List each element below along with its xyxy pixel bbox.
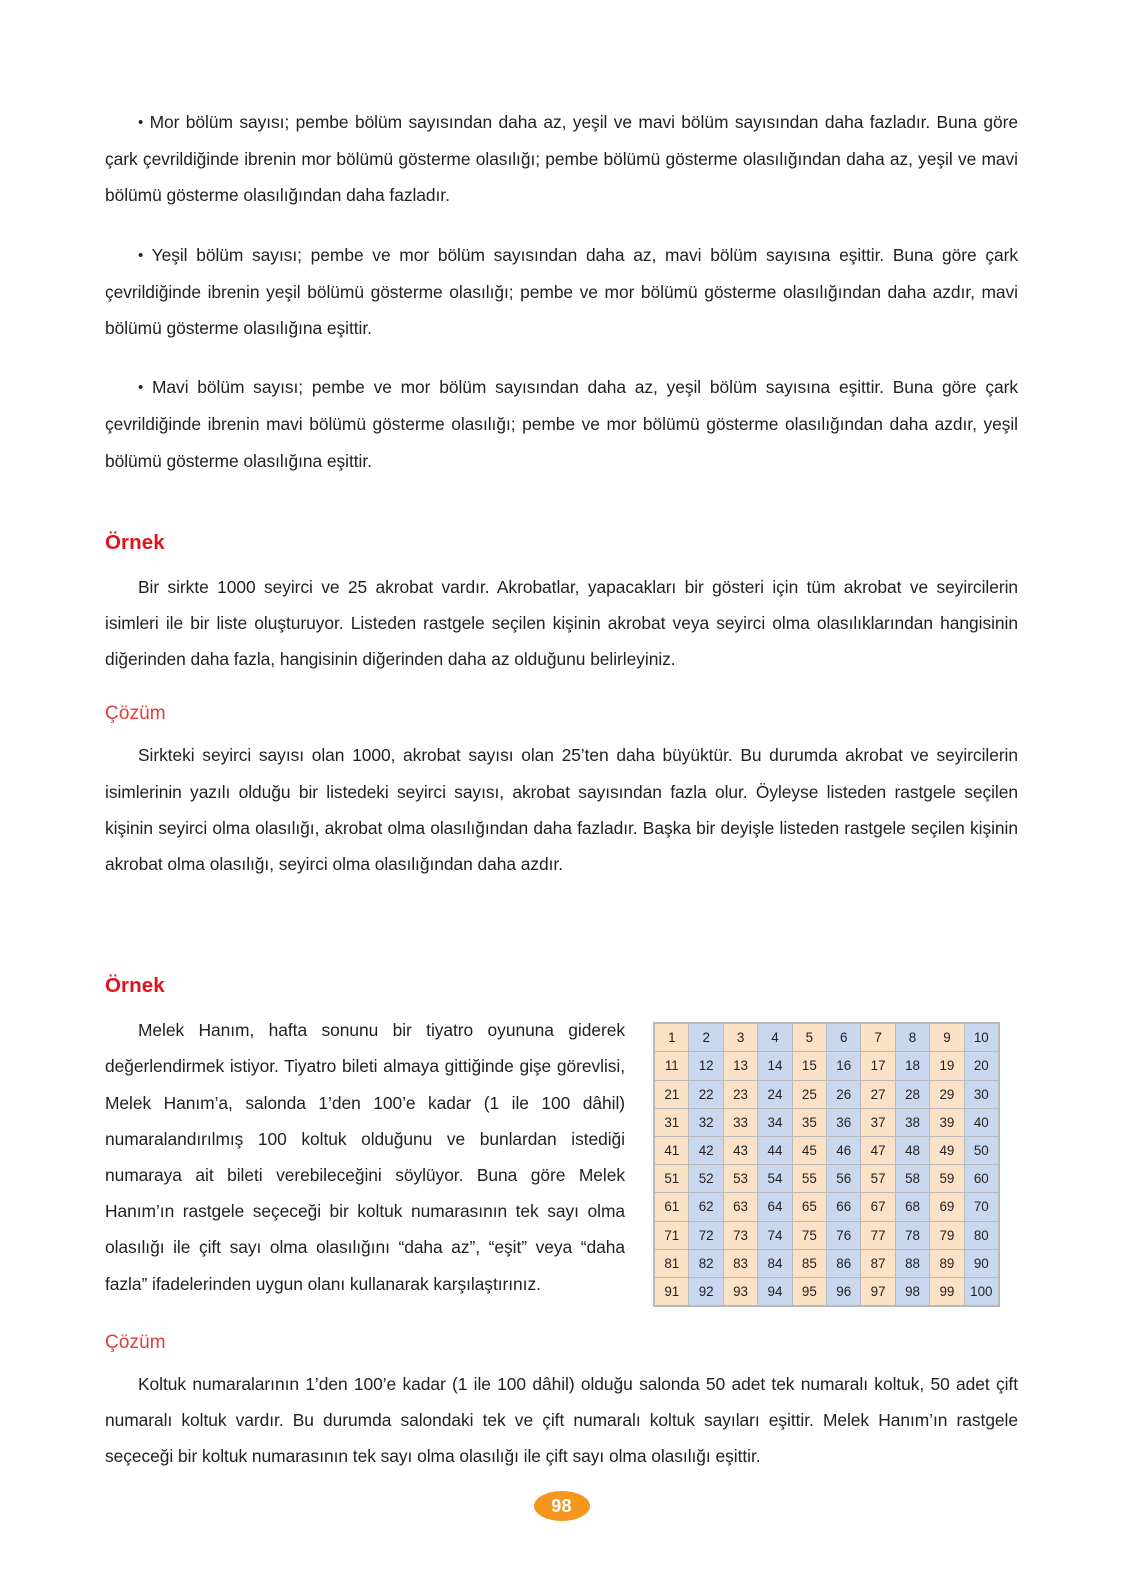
seat-number-cell: 2 <box>689 1024 722 1051</box>
seat-number-cell: 79 <box>930 1222 963 1249</box>
seat-number-cell: 7 <box>861 1024 894 1051</box>
bullet-paragraph-3 <box>105 369 1018 479</box>
seat-number-cell: 55 <box>793 1165 826 1192</box>
example-heading-2: Örnek <box>105 974 165 998</box>
seat-number-cell: 73 <box>724 1222 757 1249</box>
seat-number-cell: 64 <box>758 1193 791 1220</box>
table-row <box>655 1109 998 1136</box>
seat-number-cell: 72 <box>689 1222 722 1249</box>
page-content <box>105 104 1018 1474</box>
seat-number-cell: 66 <box>827 1193 860 1220</box>
seat-number-cell: 25 <box>793 1081 826 1108</box>
table-row <box>655 1222 998 1249</box>
example-solution-2: Koltuk numaralarının 1’den 100’e kadar (1 ile 100 dâhil) olduğu salonda 50 adet tek numaralı koltuk, 50 adet çift numaralı koltuk vardır. Bu durumda salondaki tek ve çift numaralı koltuk sayıları eşittir. Melek Hanım’ın rastgele seçeceği bir koltuk numarasının tek sayı olma olasılığı ile çift sayı olma olasılığı eşittir. <box>105 1373 1018 1467</box>
seat-number-cell: 44 <box>758 1137 791 1164</box>
table-row <box>655 1278 998 1305</box>
solution-heading-1: Çözüm <box>105 703 166 725</box>
bullet-marker-icon: • <box>138 114 144 131</box>
paragraph-gap <box>105 214 1018 237</box>
seat-number-cell: 50 <box>965 1137 998 1164</box>
seat-number-cell: 1 <box>655 1024 688 1051</box>
section-gap <box>105 677 1018 703</box>
solution-heading-2: Çözüm <box>105 1331 166 1353</box>
heading-gap <box>105 998 1018 1012</box>
heading-gap <box>105 1354 1018 1366</box>
example2-text-column <box>105 1012 625 1302</box>
table-row <box>655 1081 998 1108</box>
example2-body <box>105 1012 1018 1302</box>
seat-number-cell: 100 <box>965 1278 998 1305</box>
seat-number-cell: 49 <box>930 1137 963 1164</box>
seat-number-cell: 87 <box>861 1250 894 1277</box>
seat-number-cell: 93 <box>724 1278 757 1305</box>
seat-number-cell: 68 <box>896 1193 929 1220</box>
seat-number-cell: 48 <box>896 1137 929 1164</box>
seat-number-cell: 91 <box>655 1278 688 1305</box>
seat-number-cell: 35 <box>793 1109 826 1136</box>
seat-number-cell: 69 <box>930 1193 963 1220</box>
seat-number-cell: 6 <box>827 1024 860 1051</box>
seat-number-cell: 10 <box>965 1024 998 1051</box>
seat-number-cell: 40 <box>965 1109 998 1136</box>
paragraph-gap <box>105 346 1018 369</box>
table-row <box>655 1250 998 1277</box>
seat-number-cell: 21 <box>655 1081 688 1108</box>
example-heading-1: Örnek <box>105 530 165 554</box>
seat-number-cell: 34 <box>758 1109 791 1136</box>
bullet-paragraph-2 <box>105 237 1018 347</box>
seat-number-cell: 20 <box>965 1052 998 1079</box>
numbers-table-container <box>653 1022 1000 1307</box>
example-question-1: Bir sirkte 1000 seyirci ve 25 akrobat vardır. Akrobatlar, yapacakları bir gösteri için tüm akrobat ve seyircilerin isimleri ile bir liste oluşturuyor. Listeden rastgele seçilen kişinin akrobat veya seyirci olma olasılıklarından hangisinin diğerinden daha fazla, hangisinin diğerinden daha az olduğunu belirleyiniz. <box>105 576 1018 670</box>
seat-number-cell: 94 <box>758 1278 791 1305</box>
seat-number-cell: 67 <box>861 1193 894 1220</box>
seat-number-cell: 26 <box>827 1081 860 1108</box>
seat-number-cell: 97 <box>861 1278 894 1305</box>
seat-number-cell: 12 <box>689 1052 722 1079</box>
seat-number-cell: 11 <box>655 1052 688 1079</box>
page-number-badge: 98 <box>534 1491 590 1521</box>
seat-number-cell: 57 <box>861 1165 894 1192</box>
seat-number-cell: 71 <box>655 1222 688 1249</box>
seat-number-cell: 30 <box>965 1081 998 1108</box>
table-row <box>655 1024 998 1051</box>
seat-number-cell: 76 <box>827 1222 860 1249</box>
table-row <box>655 1165 998 1192</box>
seat-number-cell: 38 <box>896 1109 929 1136</box>
bullet-paragraph-1 <box>105 104 1018 214</box>
seat-number-cell: 8 <box>896 1024 929 1051</box>
seat-number-cell: 86 <box>827 1250 860 1277</box>
bullet-marker-icon: • <box>138 246 144 264</box>
seat-number-cell: 61 <box>655 1193 688 1220</box>
seat-number-cell: 31 <box>655 1109 688 1136</box>
bullet-text-1: Mor bölüm sayısı; pembe bölüm sayısından daha az, yeşil ve mavi bölüm sayısından daha fazladır. Buna göre çark çevrildiğinde ibrenin mor bölümü gösterme olasılığı; pembe bölümü gösterme olasılığından daha az, yeşil ve mavi bölümü gösterme olasılığından daha fazladır. <box>105 112 1018 206</box>
seat-number-cell: 46 <box>827 1137 860 1164</box>
seat-number-cell: 85 <box>793 1250 826 1277</box>
seat-number-cell: 18 <box>896 1052 929 1079</box>
bullet-marker-icon: • <box>138 379 144 397</box>
seat-number-cell: 88 <box>896 1250 929 1277</box>
seat-number-cell: 16 <box>827 1052 860 1079</box>
table-row <box>655 1137 998 1164</box>
seat-number-cell: 14 <box>758 1052 791 1079</box>
seat-number-cell: 81 <box>655 1250 688 1277</box>
example-question-2: Melek Hanım, hafta sonunu bir tiyatro oyununa giderek değerlendirmek istiyor. Tiyatro bileti almaya gittiğinde gişe görevlisi, Melek Hanım’a, salonda 1’den 100’e kadar (1 ile 100 dâhil) numaralandırılmış 100 koltuk olduğunu ve bunlardan istediği numaraya ait bileti verebileceğini söylüyor. Buna göre Melek Hanım’ın rastgele seçeceği bir koltuk numarasının tek sayı olma olasılığı ile çift sayı olma olasılığını “daha az”, “eşit” veya “daha fazla” ifadelerinden uygun olanı kullanarak karşılaştırınız. <box>105 1020 625 1294</box>
seat-number-cell: 52 <box>689 1165 722 1192</box>
seat-number-cell: 95 <box>793 1278 826 1305</box>
seat-number-cell: 24 <box>758 1081 791 1108</box>
seat-number-cell: 62 <box>689 1193 722 1220</box>
heading-gap <box>105 555 1018 569</box>
seat-number-cell: 4 <box>758 1024 791 1051</box>
example-solution-1: Sirkteki seyirci sayısı olan 1000, akrobat sayısı olan 25’ten daha büyüktür. Bu durumda akrobat ve seyircilerin isimlerinin yazılı olduğu bir listedeki seyirci sayısı, akrobat sayısından fazla olur. Öyleyse listeden rastgele seçilen kişinin seyirci olma olasılığı, akrobat olma olasılığından daha fazladır. Başka bir deyişle listeden rastgele seçilen kişinin akrobat olma olasılığı, seyirci olma olasılığından daha azdır. <box>105 745 1018 875</box>
bullet-text-3: Mavi bölüm sayısı; pembe ve mor bölüm sayısından daha az, yeşil bölüm sayısına eşittir. Buna göre çark çevrildiğinde ibrenin mavi bölümü gösterme olasılığı; pembe ve mor bölümü gösterme olasılığından daha azdır, yeşil bölümü gösterme olasılığına eşittir. <box>105 377 1018 471</box>
seat-number-cell: 77 <box>861 1222 894 1249</box>
seat-number-cell: 84 <box>758 1250 791 1277</box>
section-gap <box>105 882 1018 974</box>
seat-number-cell: 47 <box>861 1137 894 1164</box>
seat-number-cell: 23 <box>724 1081 757 1108</box>
seat-number-cell: 9 <box>930 1024 963 1051</box>
seat-number-cell: 3 <box>724 1024 757 1051</box>
seat-number-cell: 39 <box>930 1109 963 1136</box>
seat-number-cell: 54 <box>758 1165 791 1192</box>
seat-number-cell: 70 <box>965 1193 998 1220</box>
seat-number-cell: 96 <box>827 1278 860 1305</box>
seat-number-cell: 60 <box>965 1165 998 1192</box>
bullet-text-2: Yeşil bölüm sayısı; pembe ve mor bölüm sayısından daha az, mavi bölüm sayısına eşittir. Buna göre çark çevrildiğinde ibrenin yeşil bölümü gösterme olasılığı; pembe ve mor bölümü gösterme olasılığından daha azdır, mavi bölümü gösterme olasılığına eşittir. <box>105 244 1019 339</box>
seat-number-cell: 92 <box>689 1278 722 1305</box>
numbers-table-body <box>655 1024 998 1305</box>
seat-number-cell: 41 <box>655 1137 688 1164</box>
seat-number-cell: 83 <box>724 1250 757 1277</box>
seat-number-cell: 80 <box>965 1222 998 1249</box>
seat-number-cell: 59 <box>930 1165 963 1192</box>
seat-number-cell: 42 <box>689 1137 722 1164</box>
seat-number-cell: 19 <box>930 1052 963 1079</box>
seat-number-cell: 22 <box>689 1081 722 1108</box>
section-gap <box>105 479 1018 531</box>
seat-number-cell: 33 <box>724 1109 757 1136</box>
seat-numbers-table <box>653 1022 1000 1307</box>
seat-number-cell: 32 <box>689 1109 722 1136</box>
seat-number-cell: 74 <box>758 1222 791 1249</box>
seat-number-cell: 51 <box>655 1165 688 1192</box>
seat-number-cell: 36 <box>827 1109 860 1136</box>
seat-number-cell: 13 <box>724 1052 757 1079</box>
seat-number-cell: 58 <box>896 1165 929 1192</box>
seat-number-cell: 89 <box>930 1250 963 1277</box>
heading-gap <box>105 725 1018 737</box>
seat-number-cell: 63 <box>724 1193 757 1220</box>
table-row <box>655 1052 998 1079</box>
seat-number-cell: 29 <box>930 1081 963 1108</box>
seat-number-cell: 27 <box>861 1081 894 1108</box>
seat-number-cell: 65 <box>793 1193 826 1220</box>
seat-number-cell: 90 <box>965 1250 998 1277</box>
seat-number-cell: 37 <box>861 1109 894 1136</box>
seat-number-cell: 15 <box>793 1052 826 1079</box>
seat-number-cell: 28 <box>896 1081 929 1108</box>
seat-number-cell: 17 <box>861 1052 894 1079</box>
seat-number-cell: 56 <box>827 1165 860 1192</box>
seat-number-cell: 99 <box>930 1278 963 1305</box>
seat-number-cell: 78 <box>896 1222 929 1249</box>
seat-number-cell: 82 <box>689 1250 722 1277</box>
seat-number-cell: 98 <box>896 1278 929 1305</box>
table-row <box>655 1193 998 1220</box>
seat-number-cell: 53 <box>724 1165 757 1192</box>
seat-number-cell: 5 <box>793 1024 826 1051</box>
seat-number-cell: 43 <box>724 1137 757 1164</box>
seat-number-cell: 45 <box>793 1137 826 1164</box>
seat-number-cell: 75 <box>793 1222 826 1249</box>
